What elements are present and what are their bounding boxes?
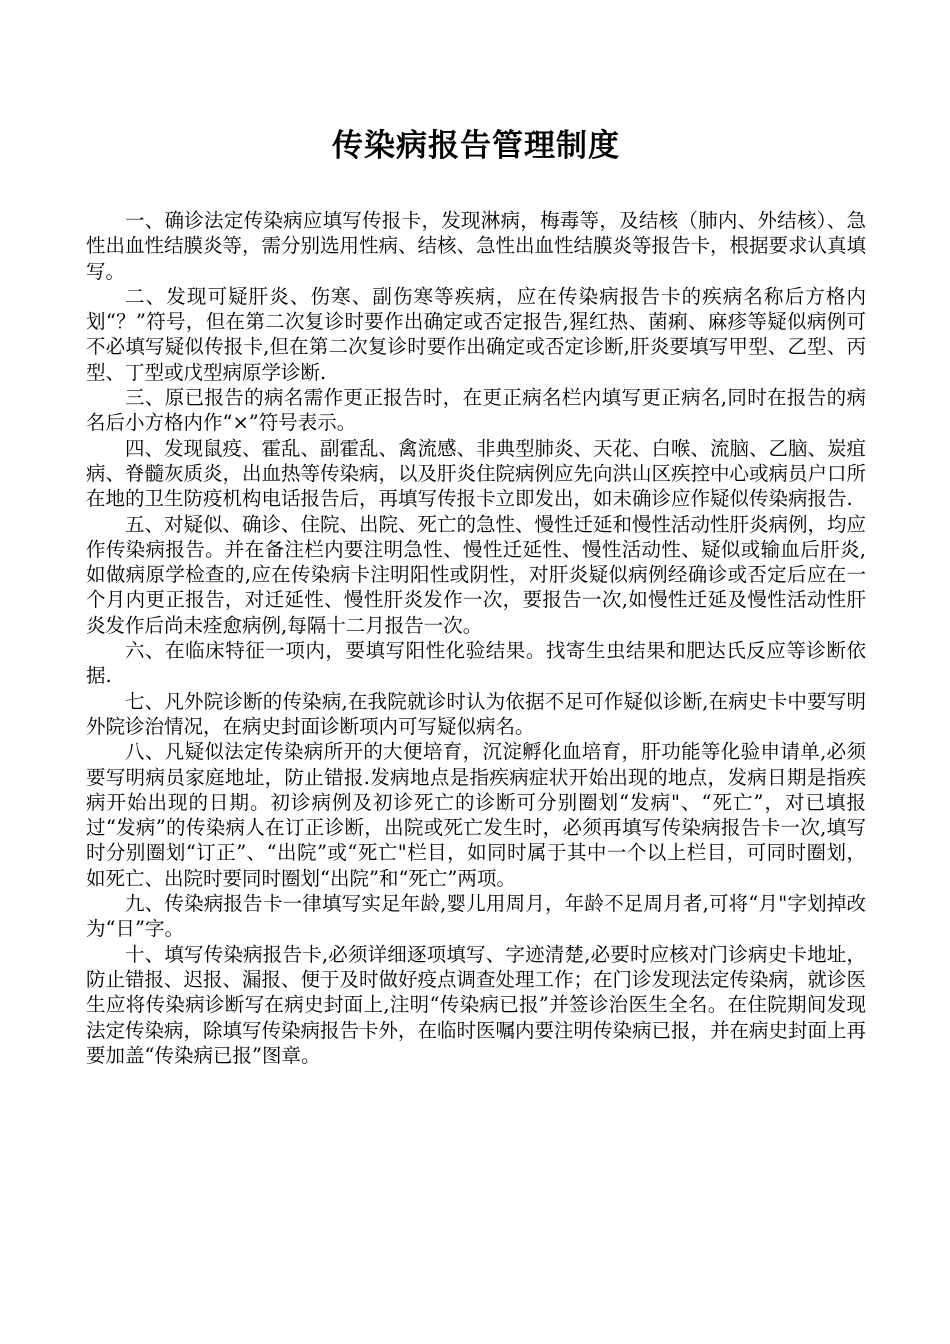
paragraph-5: 五、对疑似、确诊、住院、出院、死亡的急性、慢性迁延和慢性活动性肝炎病例，均应作传染病报告。并在备注栏内要注明急性、慢性迁延性、慢性活动性、疑似或输血后肝炎,如做病原学检查的,应在传染病卡注明阳性或阴性，对肝炎疑似病例经确诊或否定后应在一个月内更正报告，对迁延性、慢性肝炎发作一次，要报告一次,如慢性迁延及慢性活动性肝炎发作后尚未痊愈病例,每隔十二月报告一次。	[86, 512, 867, 637]
paragraph-4: 四、发现鼠疫、霍乱、副霍乱、禽流感、非典型肺炎、天花、白喉、流脑、乙脑、炭疽病、脊髓灰质炎，出血热等传染病，以及肝炎住院病例应先向洪山区疾控中心或病员户口所在地的卫生防疫机构电话报告后，再填写传报卡立即发出，如未确诊应作疑似传染病报告.	[86, 436, 867, 511]
document-body	[86, 208, 866, 1068]
paragraph-9: 九、传染病报告卡一律填写实足年龄,婴儿用周月，年龄不足周月者,可将“月"字划掉改为“日”字。	[86, 892, 866, 941]
paragraph-7: 七、凡外院诊断的传染病,在我院就诊时认为依据不足可作疑似诊断,在病史卡中要写明外院诊治情况，在病史封面诊断项内可写疑似病名。	[86, 689, 866, 738]
paragraph-6: 六、在临床特征一项内，要填写阳性化验结果。找寄生虫结果和肥达氏反应等诊断依据.	[86, 639, 866, 688]
document-page	[86, 0, 866, 1068]
document-title: 传染病报告管理制度	[332, 128, 620, 164]
paragraph-8: 八、凡疑似法定传染病所开的大便培育，沉淀孵化血培育，肝功能等化验申请单,必须要写明病员家庭地址，防止错报.发病地点是指疾病症状开始出现的地点，发病日期是指疾病开始出现的日期。初诊病例及初诊死亡的诊断可分别圈划“发病"、“死亡”，对已填报过“发病”的传染病人在订正诊断，出院或死亡发生时，必须再填写传染病报告卡一次,填写时分别圈划“订正”、“出院”或“死亡"栏目，如同时属于其中一个以上栏目，可同时圈划，如死亡、出院时要同时圈划“出院”和“死亡”两项。	[86, 740, 866, 890]
paragraph-1: 一、确诊法定传染病应填写传报卡，发现淋病，梅毒等，及结核（肺内、外结核）、急性出血性结膜炎等，需分别选用性病、结核、急性出血性结膜炎等报告卡，根据要求认真填写。	[86, 209, 867, 283]
paragraph-3: 三、原已报告的病名需作更正报告时，在更正病名栏内填写更正病名,同时在报告的病名后小方格内作“×”符号表示。	[86, 386, 866, 435]
paragraph-2: 二、发现可疑肝炎、伤寒、副伤寒等疾病，应在传染病报告卡的疾病名称后方格内划“？”符号，但在第二次复诊时要作出确定或否定报告,猩红热、菌痢、麻疹等疑似病例可不必填写疑似传报卡,但在第二次复诊时要作出确定或否定诊断,肝炎要填写甲型、乙型、丙型、丁型或戊型病原学诊断.	[86, 284, 866, 384]
paragraph-10: 十、填写传染病报告卡,必须详细逐项填写、字迹清楚,必要时应核对门诊病史卡地址，防止错报、迟报、漏报、便于及时做好疫点调查处理工作；在门诊发现法定传染病，就诊医生应将传染病诊断写在病史封面上,注明“传染病已报”并签诊治医生全名。在住院期间发现法定传染病，除填写传染病报告卡外，在临时医嘱内要注明传染病已报，并在病史封面上再要加盖“传染病已报”图章。	[86, 942, 867, 1067]
